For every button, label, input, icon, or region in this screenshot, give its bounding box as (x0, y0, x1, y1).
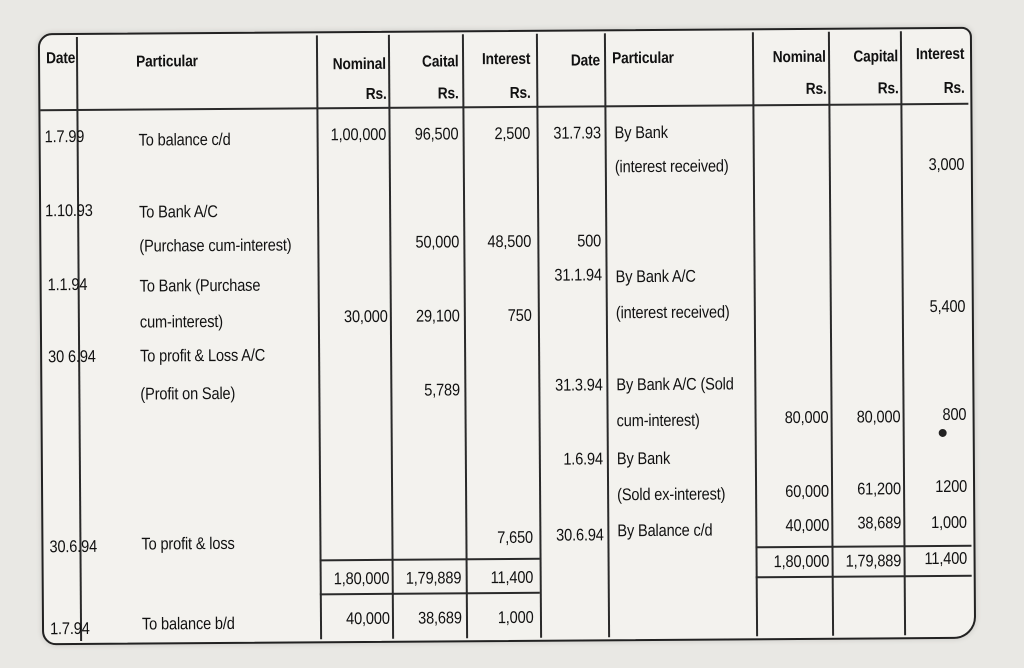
entry-capital: 96,500 (414, 124, 459, 144)
total-interest: 11,400 (924, 548, 968, 569)
entry-particular: (interest received) (615, 302, 730, 323)
entry-particular: To profit & Loss A/C (140, 345, 266, 366)
entry-date: 1.6.94 (563, 449, 603, 469)
entry-date: 500 (577, 231, 602, 251)
entry-particular: To balance b/d (141, 613, 235, 634)
ink-speck (939, 429, 947, 437)
entry-date: 1.1.94 (47, 274, 88, 295)
total-interest: 11,400 (491, 567, 534, 588)
total-nominal: 1,80,000 (773, 551, 830, 572)
entry-particular: (Sold ex-interest) (617, 484, 726, 505)
entry-interest: 1,000 (498, 607, 535, 628)
col-divider (388, 35, 394, 639)
total-rule-right (755, 545, 971, 548)
header-nominal: Nominal (332, 55, 387, 74)
entry-particular: To profit & loss (141, 533, 235, 554)
total-rule-left (320, 592, 540, 595)
entry-nominal: 60,000 (785, 481, 830, 502)
total-nominal: 1,80,000 (334, 568, 390, 589)
entry-interest: 1,000 (931, 512, 968, 533)
entry-capital: 29,100 (416, 306, 460, 326)
entry-nominal: 40,000 (346, 608, 391, 629)
entry-particular: To Bank (Purchase (139, 275, 261, 296)
entry-particular: To Bank A/C (139, 202, 218, 222)
col-divider (316, 35, 322, 639)
entry-interest: 3,000 (929, 154, 965, 175)
entry-nominal: 1,00,000 (330, 124, 387, 145)
entry-capital: 61,200 (857, 479, 902, 499)
header-date: Date (570, 52, 601, 70)
total-capital: 1,79,889 (845, 551, 902, 571)
header-nominal: Nominal (772, 48, 827, 67)
entry-capital: 5,789 (424, 380, 461, 400)
header-capital: Capital (853, 48, 899, 66)
header-particular: Particular (136, 53, 198, 71)
entry-capital: 38,689 (857, 513, 902, 533)
entry-capital: 38,689 (418, 608, 463, 628)
header-unit: Rs. (437, 85, 459, 103)
entry-date: 31.3.94 (554, 375, 603, 395)
entry-nominal: 30,000 (344, 306, 388, 327)
entry-particular: (Profit on Sale) (140, 383, 236, 404)
header-interest: Interest (915, 45, 965, 64)
entry-interest: 5,400 (930, 296, 966, 317)
entry-particular: By Bank (614, 122, 668, 143)
entry-date: 1.7.99 (44, 126, 85, 147)
entry-particular: cum-interest) (616, 410, 700, 431)
total-capital: 1,79,889 (406, 568, 462, 588)
total-rule-right (756, 575, 972, 578)
entry-particular: By Balance c/d (617, 520, 713, 541)
entry-date: 31.7.93 (552, 123, 601, 143)
header-capital: Caital (421, 53, 459, 71)
col-divider (604, 33, 610, 637)
col-divider (462, 34, 468, 638)
entry-particular: To balance c/d (138, 129, 231, 150)
entry-date: 1.7.94 (49, 618, 90, 639)
entry-date: 30.6.94 (555, 525, 604, 545)
entry-particular: By Bank (616, 448, 671, 469)
entry-date: 1.10.93 (45, 200, 93, 221)
entry-interest: 2,500 (494, 123, 531, 144)
entry-date: 30.6.94 (49, 536, 98, 557)
entry-date: 30 6.94 (48, 346, 96, 367)
entry-interest: 750 (507, 305, 532, 325)
header-unit: Rs. (509, 84, 531, 102)
entry-particular: (Purchase cum-interest) (139, 235, 292, 256)
header-unit: Rs. (943, 79, 965, 97)
entry-particular: (interest received) (614, 156, 729, 177)
entry-particular: By Bank A/C (615, 266, 696, 287)
ledger-sheet (38, 27, 976, 646)
entry-date: 31.1.94 (553, 265, 602, 285)
entry-capital: 50,000 (415, 232, 460, 252)
total-rule-left (320, 558, 540, 561)
header-unit: Rs. (365, 85, 387, 103)
entry-capital: 80,000 (856, 407, 901, 427)
entry-interest: 800 (942, 404, 967, 424)
header-unit: Rs. (877, 80, 899, 98)
entry-nominal: 40,000 (785, 515, 830, 536)
header-unit: Rs. (805, 80, 827, 98)
header-interest: Interest (481, 50, 531, 69)
entry-nominal: 80,000 (784, 407, 829, 428)
header-particular: Particular (612, 49, 674, 68)
header-date: Date (45, 50, 76, 68)
entry-interest: 1200 (935, 476, 968, 497)
entry-particular: By Bank A/C (Sold (616, 374, 734, 395)
entry-interest: 48,500 (487, 231, 532, 252)
col-divider (536, 34, 542, 638)
entry-particular: cum-interest) (139, 311, 224, 332)
entry-interest: 7,650 (497, 527, 534, 548)
